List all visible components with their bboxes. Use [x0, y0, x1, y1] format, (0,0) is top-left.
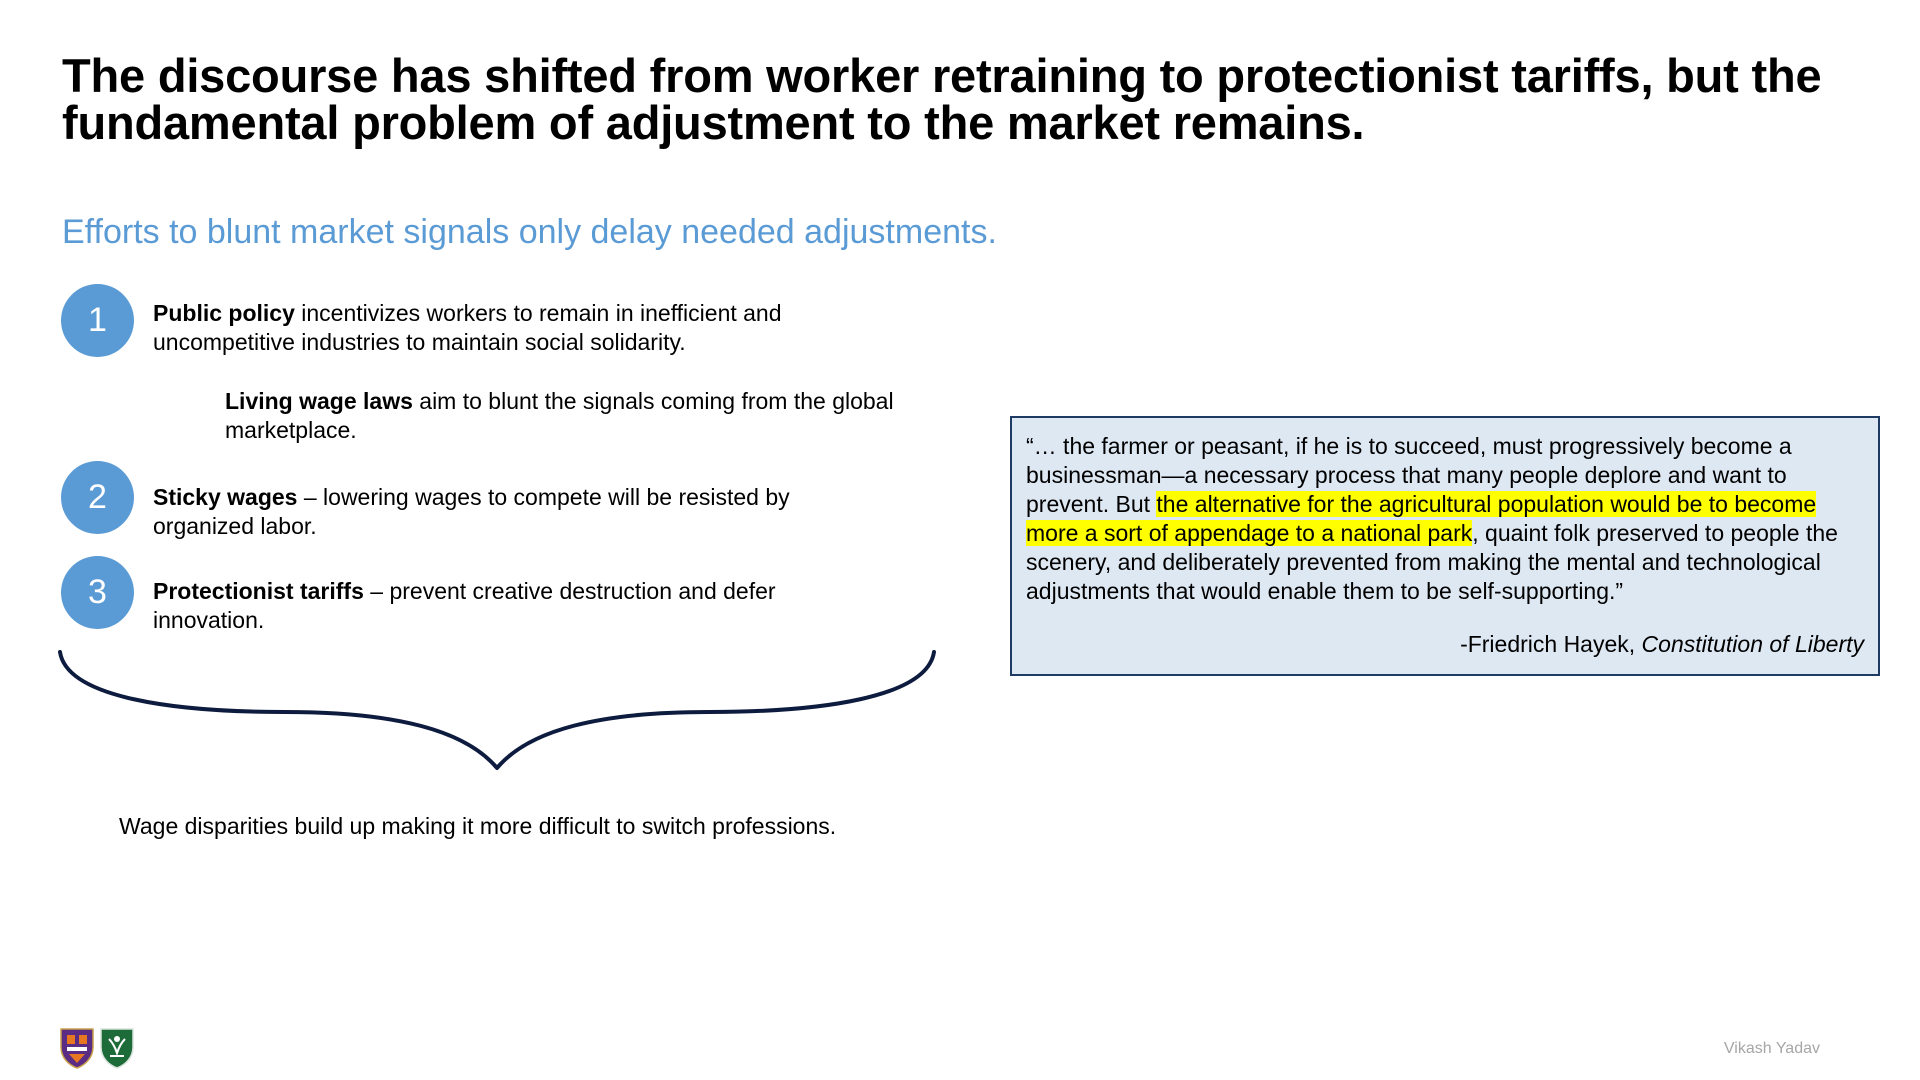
quote-source: Constitution of Liberty — [1641, 631, 1864, 657]
conclusion-text: Wage disparities build up making it more difficult to switch professions. — [119, 813, 837, 839]
hayek-quote-box — [1010, 416, 1880, 676]
point-public-policy — [153, 299, 893, 357]
green-shield-logo-icon — [99, 1027, 135, 1069]
footer-author: Vikash Yadav — [1723, 1040, 1820, 1057]
subpoint-living-wage — [225, 387, 905, 445]
point-2-bold: Sticky wages — [153, 484, 298, 510]
quote-text — [1026, 432, 1864, 606]
quote-after: , quaint folk preserved to people the scenery, and deliberately prevented from making the mental and technological adjustments that would enable them to be self-supporting.” — [1026, 520, 1838, 604]
point-3-text: – prevent creative destruction and defer innovation. — [153, 578, 776, 633]
number-badge-2: 2 — [61, 461, 134, 534]
point-3-bold: Protectionist tariffs — [153, 578, 364, 604]
point-sticky-wages — [153, 483, 893, 541]
subpoint-text: aim to blunt the signals coming from the global marketplace. — [225, 388, 894, 443]
footer-logos — [59, 1027, 135, 1069]
point-protectionist-tariffs — [153, 577, 893, 635]
quote-attribution — [1026, 630, 1864, 659]
point-1-bold: Public policy — [153, 300, 295, 326]
quote-author: -Friedrich Hayek, — [1460, 631, 1642, 657]
number-badge-1: 1 — [61, 284, 134, 357]
curly-brace-icon — [55, 648, 945, 778]
slide-subtitle: Efforts to blunt market signals only delay needed adjustments. — [62, 213, 997, 251]
point-1-text: incentivizes workers to remain in inefficient and uncompetitive industries to maintain social solidarity. — [153, 300, 782, 355]
quote-before: “… the farmer or peasant, if he is to succeed, must progressively become a businessman—a necessary process that many people deplore and want to prevent. But — [1026, 433, 1792, 517]
subpoint-bold: Living wage laws — [225, 388, 413, 414]
slide-title: The discourse has shifted from worker retraining to protectionist tariffs, but the fundamental problem of adjustment to the market remains. — [62, 49, 1822, 149]
number-badge-3: 3 — [61, 556, 134, 629]
quote-highlight: the alternative for the agricultural population would be to become more a sort of appendage to a national park — [1026, 491, 1817, 546]
point-2-text: – lowering wages to compete will be resisted by organized labor. — [153, 484, 790, 539]
hws-shield-logo-icon — [59, 1027, 95, 1069]
